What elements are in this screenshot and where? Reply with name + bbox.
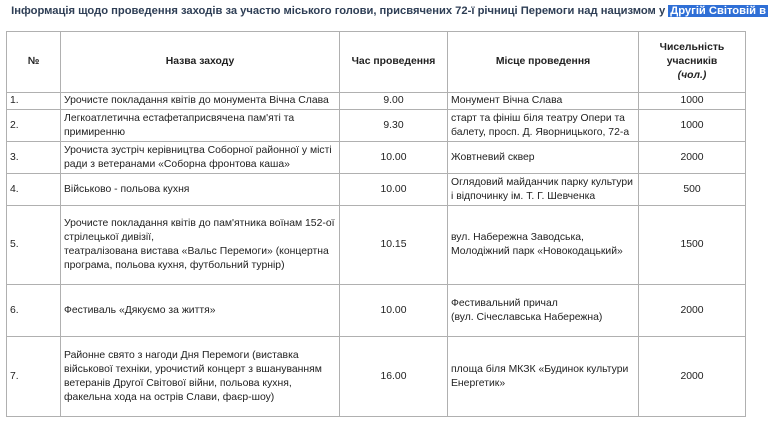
header-count (639, 32, 746, 93)
row-time: 16.00 (340, 337, 448, 417)
table-row (7, 206, 746, 285)
row-place-text: Фестивальний причал (вул. Січеславська Набережна) (451, 297, 603, 323)
row-name-text: Урочиста зустріч керівництва Соборної районної у місті ради з ветеранами «Соборна фронтова каша» (64, 144, 332, 170)
row-num: 2. (7, 110, 61, 142)
row-place-text: вул. Набережна Заводська, Молодіжний парк «Новокодацький» (451, 232, 623, 257)
row-time: 10.15 (340, 206, 448, 285)
table-row (7, 285, 746, 337)
row-name (61, 206, 340, 285)
row-name (61, 142, 340, 174)
table-row (7, 174, 746, 206)
header-count-unit: (чол.) (677, 70, 707, 81)
row-num: 1. (7, 93, 61, 110)
row-place (448, 285, 639, 337)
row-num: 7. (7, 337, 61, 417)
header-place: Місце проведення (448, 32, 639, 93)
row-count: 2000 (639, 285, 746, 337)
row-time: 9.00 (340, 93, 448, 110)
title-highlight: Другій Світовій в (670, 5, 766, 17)
table-row (7, 337, 746, 417)
header-time: Час проведення (340, 32, 448, 93)
row-num: 6. (7, 285, 61, 337)
table-header-row (7, 32, 746, 93)
row-place (448, 337, 639, 417)
row-count: 2000 (639, 142, 746, 174)
row-place-text: старт та фініш біля театру Опери та балету, просп. Д. Яворницького, 72-а (451, 112, 630, 138)
row-place (448, 110, 639, 142)
row-num: 5. (7, 206, 61, 285)
row-count: 1500 (639, 206, 746, 285)
header-num: № (7, 32, 61, 93)
header-name: Назва заходу (61, 32, 340, 93)
row-time: 9.30 (340, 110, 448, 142)
row-name (61, 337, 340, 417)
row-count: 2000 (639, 337, 746, 417)
row-name-text: Районне свято з нагоди Дня Перемоги (виставка військової техніки, урочистий концерт з вшануванням ветеранів Другої Світової війни, польова кухня, факельна хода на острів Слави, фаєр-шоу) (64, 349, 322, 403)
row-name-text: Військово - польова кухня (64, 183, 190, 195)
row-place (448, 174, 639, 206)
row-name (61, 110, 340, 142)
row-num: 4. (7, 174, 61, 206)
row-name (61, 93, 340, 110)
row-place-text: Монумент Вічна Слава (451, 95, 563, 106)
header-count-label: Чисельність учасників (659, 42, 725, 67)
row-place (448, 142, 639, 174)
row-count: 1000 (639, 93, 746, 110)
row-place-text: площа біля МКЗК «Будинок культури Енергетик» (451, 363, 629, 389)
row-time: 10.00 (340, 285, 448, 337)
row-num: 3. (7, 142, 61, 174)
row-time: 10.00 (340, 142, 448, 174)
row-name (61, 174, 340, 206)
title-text: Інформація щодо проведення заходів за участю міського голови, присвячених 72-ї річниці Перемоги над нацизмом у (11, 5, 669, 17)
events-table (6, 31, 746, 417)
row-name-text: Фестиваль «Дякуємо за життя» (64, 304, 216, 316)
row-place (448, 206, 639, 285)
row-count: 500 (639, 174, 746, 206)
row-place-text: Жовтневий сквер (451, 151, 535, 163)
page-title (0, 5, 768, 21)
table-row (7, 142, 746, 174)
table-row (7, 93, 746, 110)
row-name-text: Легкоатлетична естафетаприсвячена пам'яті та примиренню (64, 112, 295, 138)
row-place (448, 93, 639, 110)
row-place-text: Оглядовий майданчик парку культури і відпочинку ім. Т. Г. Шевченка (451, 176, 633, 202)
table-row (7, 110, 746, 142)
row-count: 1000 (639, 110, 746, 142)
row-name (61, 285, 340, 337)
row-name-text: Урочисте покладання квітів до пам'ятника воїнам 152-ої стрілецької дивізії, театралізована вистава «Вальс Перемоги» (концертна програма, польова кухня, футбольний турнір) (64, 218, 335, 271)
row-name-text: Урочисте покладання квітів до монумента Вічна Слава (64, 95, 329, 106)
row-time: 10.00 (340, 174, 448, 206)
